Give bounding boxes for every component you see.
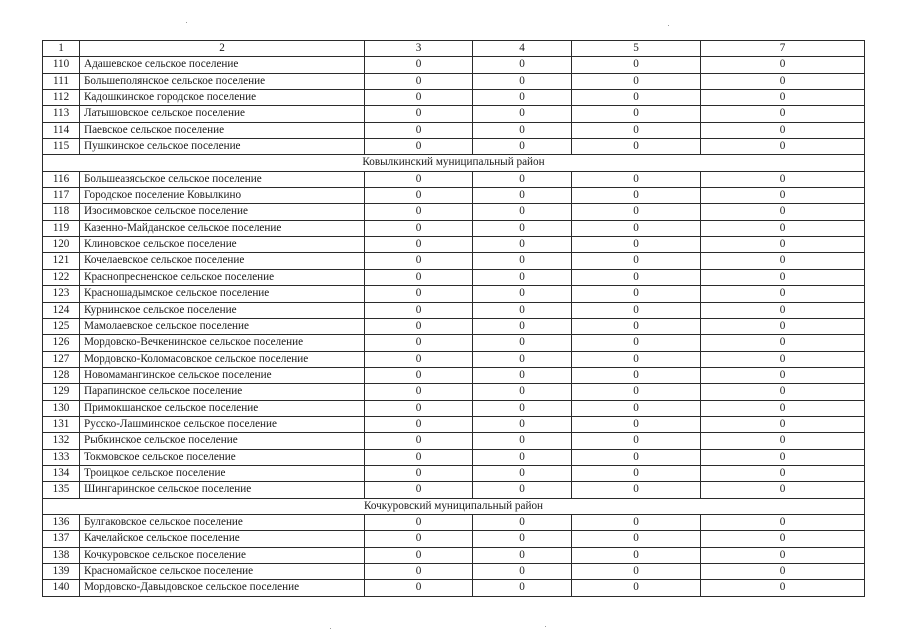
value-cell-col3: 0 xyxy=(365,335,473,351)
value-cell-col5: 0 xyxy=(572,57,701,73)
value-cell-col3: 0 xyxy=(365,367,473,383)
value-cell-col3: 0 xyxy=(365,531,473,547)
value-cell-col7: 0 xyxy=(701,433,865,449)
table-row xyxy=(43,286,865,302)
table-row xyxy=(43,106,865,122)
table-row xyxy=(43,564,865,580)
row-number-cell: 113 xyxy=(43,106,80,122)
value-cell-col3: 0 xyxy=(365,204,473,220)
value-cell-col3: 0 xyxy=(365,171,473,187)
row-number-cell: 114 xyxy=(43,122,80,138)
table-row xyxy=(43,433,865,449)
value-cell-col4: 0 xyxy=(473,384,572,400)
value-cell-col7: 0 xyxy=(701,465,865,481)
value-cell-col3: 0 xyxy=(365,384,473,400)
value-cell-col3: 0 xyxy=(365,351,473,367)
settlement-name-cell: Пушкинское сельское поселение xyxy=(80,139,365,155)
table-row xyxy=(43,531,865,547)
table-row xyxy=(43,351,865,367)
settlements-table xyxy=(42,40,865,597)
scan-speck xyxy=(186,22,187,23)
settlement-name-cell: Качелайское сельское поселение xyxy=(80,531,365,547)
scan-speck xyxy=(668,25,669,26)
value-cell-col7: 0 xyxy=(701,416,865,432)
value-cell-col5: 0 xyxy=(572,220,701,236)
value-cell-col3: 0 xyxy=(365,73,473,89)
value-cell-col5: 0 xyxy=(572,237,701,253)
table-row xyxy=(43,237,865,253)
settlement-name-cell: Русско-Лашминское сельское поселение xyxy=(80,416,365,432)
row-number-cell: 139 xyxy=(43,564,80,580)
value-cell-col7: 0 xyxy=(701,106,865,122)
table-row xyxy=(43,580,865,596)
value-cell-col7: 0 xyxy=(701,139,865,155)
value-cell-col4: 0 xyxy=(473,531,572,547)
settlement-name-cell: Паевское сельское поселение xyxy=(80,122,365,138)
row-number-cell: 131 xyxy=(43,416,80,432)
district-header-row xyxy=(43,155,865,171)
value-cell-col3: 0 xyxy=(365,564,473,580)
value-cell-col3: 0 xyxy=(365,514,473,530)
value-cell-col7: 0 xyxy=(701,384,865,400)
settlement-name-cell: Латышовское сельское поселение xyxy=(80,106,365,122)
settlement-name-cell: Троицкое сельское поселение xyxy=(80,465,365,481)
value-cell-col5: 0 xyxy=(572,449,701,465)
row-number-cell: 138 xyxy=(43,547,80,563)
value-cell-col4: 0 xyxy=(473,318,572,334)
district-title: Ковылкинский муниципальный район xyxy=(43,155,865,171)
row-number-cell: 110 xyxy=(43,57,80,73)
settlement-name-cell: Большеазясьское сельское поселение xyxy=(80,171,365,187)
table-row xyxy=(43,220,865,236)
value-cell-col3: 0 xyxy=(365,302,473,318)
table-row xyxy=(43,171,865,187)
value-cell-col4: 0 xyxy=(473,580,572,596)
value-cell-col7: 0 xyxy=(701,302,865,318)
value-cell-col5: 0 xyxy=(572,286,701,302)
value-cell-col3: 0 xyxy=(365,465,473,481)
value-cell-col4: 0 xyxy=(473,547,572,563)
value-cell-col7: 0 xyxy=(701,351,865,367)
value-cell-col4: 0 xyxy=(473,204,572,220)
value-cell-col3: 0 xyxy=(365,482,473,498)
value-cell-col7: 0 xyxy=(701,237,865,253)
settlement-name-cell: Адашевское сельское поселение xyxy=(80,57,365,73)
settlement-name-cell: Красношадымское сельское поселение xyxy=(80,286,365,302)
settlement-name-cell: Мордовско-Коломасовское сельское поселение xyxy=(80,351,365,367)
settlement-name-cell: Рыбкинское сельское поселение xyxy=(80,433,365,449)
settlement-name-cell: Клиновское сельское поселение xyxy=(80,237,365,253)
value-cell-col4: 0 xyxy=(473,449,572,465)
value-cell-col3: 0 xyxy=(365,220,473,236)
column-header: 1 xyxy=(43,41,80,57)
value-cell-col7: 0 xyxy=(701,90,865,106)
value-cell-col4: 0 xyxy=(473,416,572,432)
column-header: 3 xyxy=(365,41,473,57)
value-cell-col4: 0 xyxy=(473,564,572,580)
row-number-cell: 130 xyxy=(43,400,80,416)
column-header: 7 xyxy=(701,41,865,57)
settlement-name-cell: Городское поселение Ковылкино xyxy=(80,188,365,204)
row-number-cell: 115 xyxy=(43,139,80,155)
value-cell-col5: 0 xyxy=(572,106,701,122)
table-row xyxy=(43,188,865,204)
value-cell-col5: 0 xyxy=(572,90,701,106)
row-number-cell: 140 xyxy=(43,580,80,596)
value-cell-col5: 0 xyxy=(572,269,701,285)
value-cell-col5: 0 xyxy=(572,335,701,351)
table-row xyxy=(43,90,865,106)
table-row xyxy=(43,204,865,220)
value-cell-col7: 0 xyxy=(701,220,865,236)
value-cell-col3: 0 xyxy=(365,416,473,432)
value-cell-col3: 0 xyxy=(365,449,473,465)
table-row xyxy=(43,335,865,351)
value-cell-col4: 0 xyxy=(473,237,572,253)
settlement-name-cell: Краснопресненское сельское поселение xyxy=(80,269,365,285)
row-number-cell: 127 xyxy=(43,351,80,367)
table-row xyxy=(43,253,865,269)
row-number-cell: 129 xyxy=(43,384,80,400)
value-cell-col3: 0 xyxy=(365,547,473,563)
table-row xyxy=(43,139,865,155)
value-cell-col7: 0 xyxy=(701,318,865,334)
row-number-cell: 133 xyxy=(43,449,80,465)
value-cell-col4: 0 xyxy=(473,302,572,318)
settlement-name-cell: Мордовско-Вечкенинское сельское поселение xyxy=(80,335,365,351)
row-number-cell: 121 xyxy=(43,253,80,269)
table-row xyxy=(43,269,865,285)
value-cell-col3: 0 xyxy=(365,90,473,106)
value-cell-col4: 0 xyxy=(473,171,572,187)
table-row xyxy=(43,465,865,481)
value-cell-col3: 0 xyxy=(365,106,473,122)
value-cell-col7: 0 xyxy=(701,171,865,187)
scan-speck xyxy=(330,628,331,629)
value-cell-col7: 0 xyxy=(701,253,865,269)
value-cell-col4: 0 xyxy=(473,122,572,138)
value-cell-col5: 0 xyxy=(572,188,701,204)
value-cell-col7: 0 xyxy=(701,57,865,73)
value-cell-col5: 0 xyxy=(572,302,701,318)
table-row xyxy=(43,482,865,498)
settlement-name-cell: Красномайское сельское поселение xyxy=(80,564,365,580)
settlement-name-cell: Кадошкинское городское поселение xyxy=(80,90,365,106)
table-row xyxy=(43,122,865,138)
value-cell-col5: 0 xyxy=(572,547,701,563)
value-cell-col3: 0 xyxy=(365,122,473,138)
row-number-cell: 111 xyxy=(43,73,80,89)
settlement-name-cell: Казенно-Майданское сельское поселение xyxy=(80,220,365,236)
settlement-name-cell: Кочкуровское сельское поселение xyxy=(80,547,365,563)
value-cell-col3: 0 xyxy=(365,286,473,302)
value-cell-col5: 0 xyxy=(572,171,701,187)
settlement-name-cell: Изосимовское сельское поселение xyxy=(80,204,365,220)
value-cell-col7: 0 xyxy=(701,286,865,302)
value-cell-col4: 0 xyxy=(473,139,572,155)
value-cell-col7: 0 xyxy=(701,482,865,498)
value-cell-col4: 0 xyxy=(473,220,572,236)
table-row xyxy=(43,318,865,334)
value-cell-col5: 0 xyxy=(572,253,701,269)
value-cell-col5: 0 xyxy=(572,204,701,220)
row-number-cell: 134 xyxy=(43,465,80,481)
value-cell-col5: 0 xyxy=(572,384,701,400)
value-cell-col4: 0 xyxy=(473,482,572,498)
row-number-cell: 136 xyxy=(43,514,80,530)
value-cell-col4: 0 xyxy=(473,286,572,302)
district-header-row xyxy=(43,498,865,514)
value-cell-col4: 0 xyxy=(473,90,572,106)
value-cell-col4: 0 xyxy=(473,73,572,89)
value-cell-col7: 0 xyxy=(701,73,865,89)
table-row xyxy=(43,514,865,530)
value-cell-col3: 0 xyxy=(365,318,473,334)
row-number-cell: 118 xyxy=(43,204,80,220)
row-number-cell: 122 xyxy=(43,269,80,285)
value-cell-col3: 0 xyxy=(365,580,473,596)
settlement-name-cell: Курнинское сельское поселение xyxy=(80,302,365,318)
value-cell-col3: 0 xyxy=(365,253,473,269)
value-cell-col4: 0 xyxy=(473,351,572,367)
value-cell-col7: 0 xyxy=(701,580,865,596)
table-row xyxy=(43,367,865,383)
value-cell-col5: 0 xyxy=(572,482,701,498)
table-row xyxy=(43,416,865,432)
row-number-cell: 137 xyxy=(43,531,80,547)
value-cell-col4: 0 xyxy=(473,514,572,530)
row-number-cell: 112 xyxy=(43,90,80,106)
value-cell-col7: 0 xyxy=(701,531,865,547)
value-cell-col7: 0 xyxy=(701,449,865,465)
settlement-name-cell: Мордовско-Давыдовское сельское поселение xyxy=(80,580,365,596)
value-cell-col5: 0 xyxy=(572,122,701,138)
table-body xyxy=(43,41,865,597)
settlement-name-cell: Токмовское сельское поселение xyxy=(80,449,365,465)
column-header: 2 xyxy=(80,41,365,57)
value-cell-col4: 0 xyxy=(473,400,572,416)
value-cell-col5: 0 xyxy=(572,73,701,89)
district-title: Кочкуровский муниципальный район xyxy=(43,498,865,514)
value-cell-col4: 0 xyxy=(473,433,572,449)
table-row xyxy=(43,449,865,465)
row-number-cell: 126 xyxy=(43,335,80,351)
value-cell-col7: 0 xyxy=(701,122,865,138)
value-cell-col4: 0 xyxy=(473,188,572,204)
value-cell-col4: 0 xyxy=(473,253,572,269)
row-number-cell: 123 xyxy=(43,286,80,302)
value-cell-col3: 0 xyxy=(365,269,473,285)
value-cell-col7: 0 xyxy=(701,204,865,220)
table-row xyxy=(43,57,865,73)
value-cell-col5: 0 xyxy=(572,400,701,416)
settlement-name-cell: Шингаринское сельское поселение xyxy=(80,482,365,498)
value-cell-col3: 0 xyxy=(365,433,473,449)
table-row xyxy=(43,400,865,416)
value-cell-col4: 0 xyxy=(473,106,572,122)
row-number-cell: 120 xyxy=(43,237,80,253)
settlement-name-cell: Мамолаевское сельское поселение xyxy=(80,318,365,334)
settlement-name-cell: Большеполянское сельское поселение xyxy=(80,73,365,89)
value-cell-col3: 0 xyxy=(365,139,473,155)
value-cell-col5: 0 xyxy=(572,416,701,432)
column-header: 4 xyxy=(473,41,572,57)
value-cell-col3: 0 xyxy=(365,188,473,204)
column-header: 5 xyxy=(572,41,701,57)
table-row xyxy=(43,547,865,563)
value-cell-col7: 0 xyxy=(701,269,865,285)
value-cell-col7: 0 xyxy=(701,400,865,416)
value-cell-col5: 0 xyxy=(572,139,701,155)
value-cell-col7: 0 xyxy=(701,547,865,563)
row-number-cell: 125 xyxy=(43,318,80,334)
settlement-name-cell: Новомамангинское сельское поселение xyxy=(80,367,365,383)
header-row xyxy=(43,41,865,57)
table-row xyxy=(43,384,865,400)
value-cell-col5: 0 xyxy=(572,351,701,367)
value-cell-col5: 0 xyxy=(572,531,701,547)
settlement-name-cell: Парапинское сельское поселение xyxy=(80,384,365,400)
value-cell-col4: 0 xyxy=(473,57,572,73)
value-cell-col5: 0 xyxy=(572,465,701,481)
settlement-name-cell: Кочелаевское сельское поселение xyxy=(80,253,365,269)
value-cell-col3: 0 xyxy=(365,400,473,416)
row-number-cell: 119 xyxy=(43,220,80,236)
table-row xyxy=(43,73,865,89)
row-number-cell: 124 xyxy=(43,302,80,318)
value-cell-col4: 0 xyxy=(473,269,572,285)
value-cell-col7: 0 xyxy=(701,514,865,530)
value-cell-col7: 0 xyxy=(701,188,865,204)
value-cell-col5: 0 xyxy=(572,367,701,383)
settlement-name-cell: Примокшанское сельское поселение xyxy=(80,400,365,416)
row-number-cell: 128 xyxy=(43,367,80,383)
value-cell-col7: 0 xyxy=(701,367,865,383)
value-cell-col5: 0 xyxy=(572,564,701,580)
row-number-cell: 135 xyxy=(43,482,80,498)
value-cell-col5: 0 xyxy=(572,433,701,449)
row-number-cell: 132 xyxy=(43,433,80,449)
table-row xyxy=(43,302,865,318)
scan-speck xyxy=(545,626,546,627)
value-cell-col5: 0 xyxy=(572,580,701,596)
value-cell-col3: 0 xyxy=(365,57,473,73)
value-cell-col4: 0 xyxy=(473,335,572,351)
value-cell-col5: 0 xyxy=(572,318,701,334)
value-cell-col7: 0 xyxy=(701,564,865,580)
value-cell-col7: 0 xyxy=(701,335,865,351)
value-cell-col3: 0 xyxy=(365,237,473,253)
row-number-cell: 117 xyxy=(43,188,80,204)
value-cell-col4: 0 xyxy=(473,367,572,383)
value-cell-col5: 0 xyxy=(572,514,701,530)
settlement-name-cell: Булгаковское сельское поселение xyxy=(80,514,365,530)
row-number-cell: 116 xyxy=(43,171,80,187)
value-cell-col4: 0 xyxy=(473,465,572,481)
